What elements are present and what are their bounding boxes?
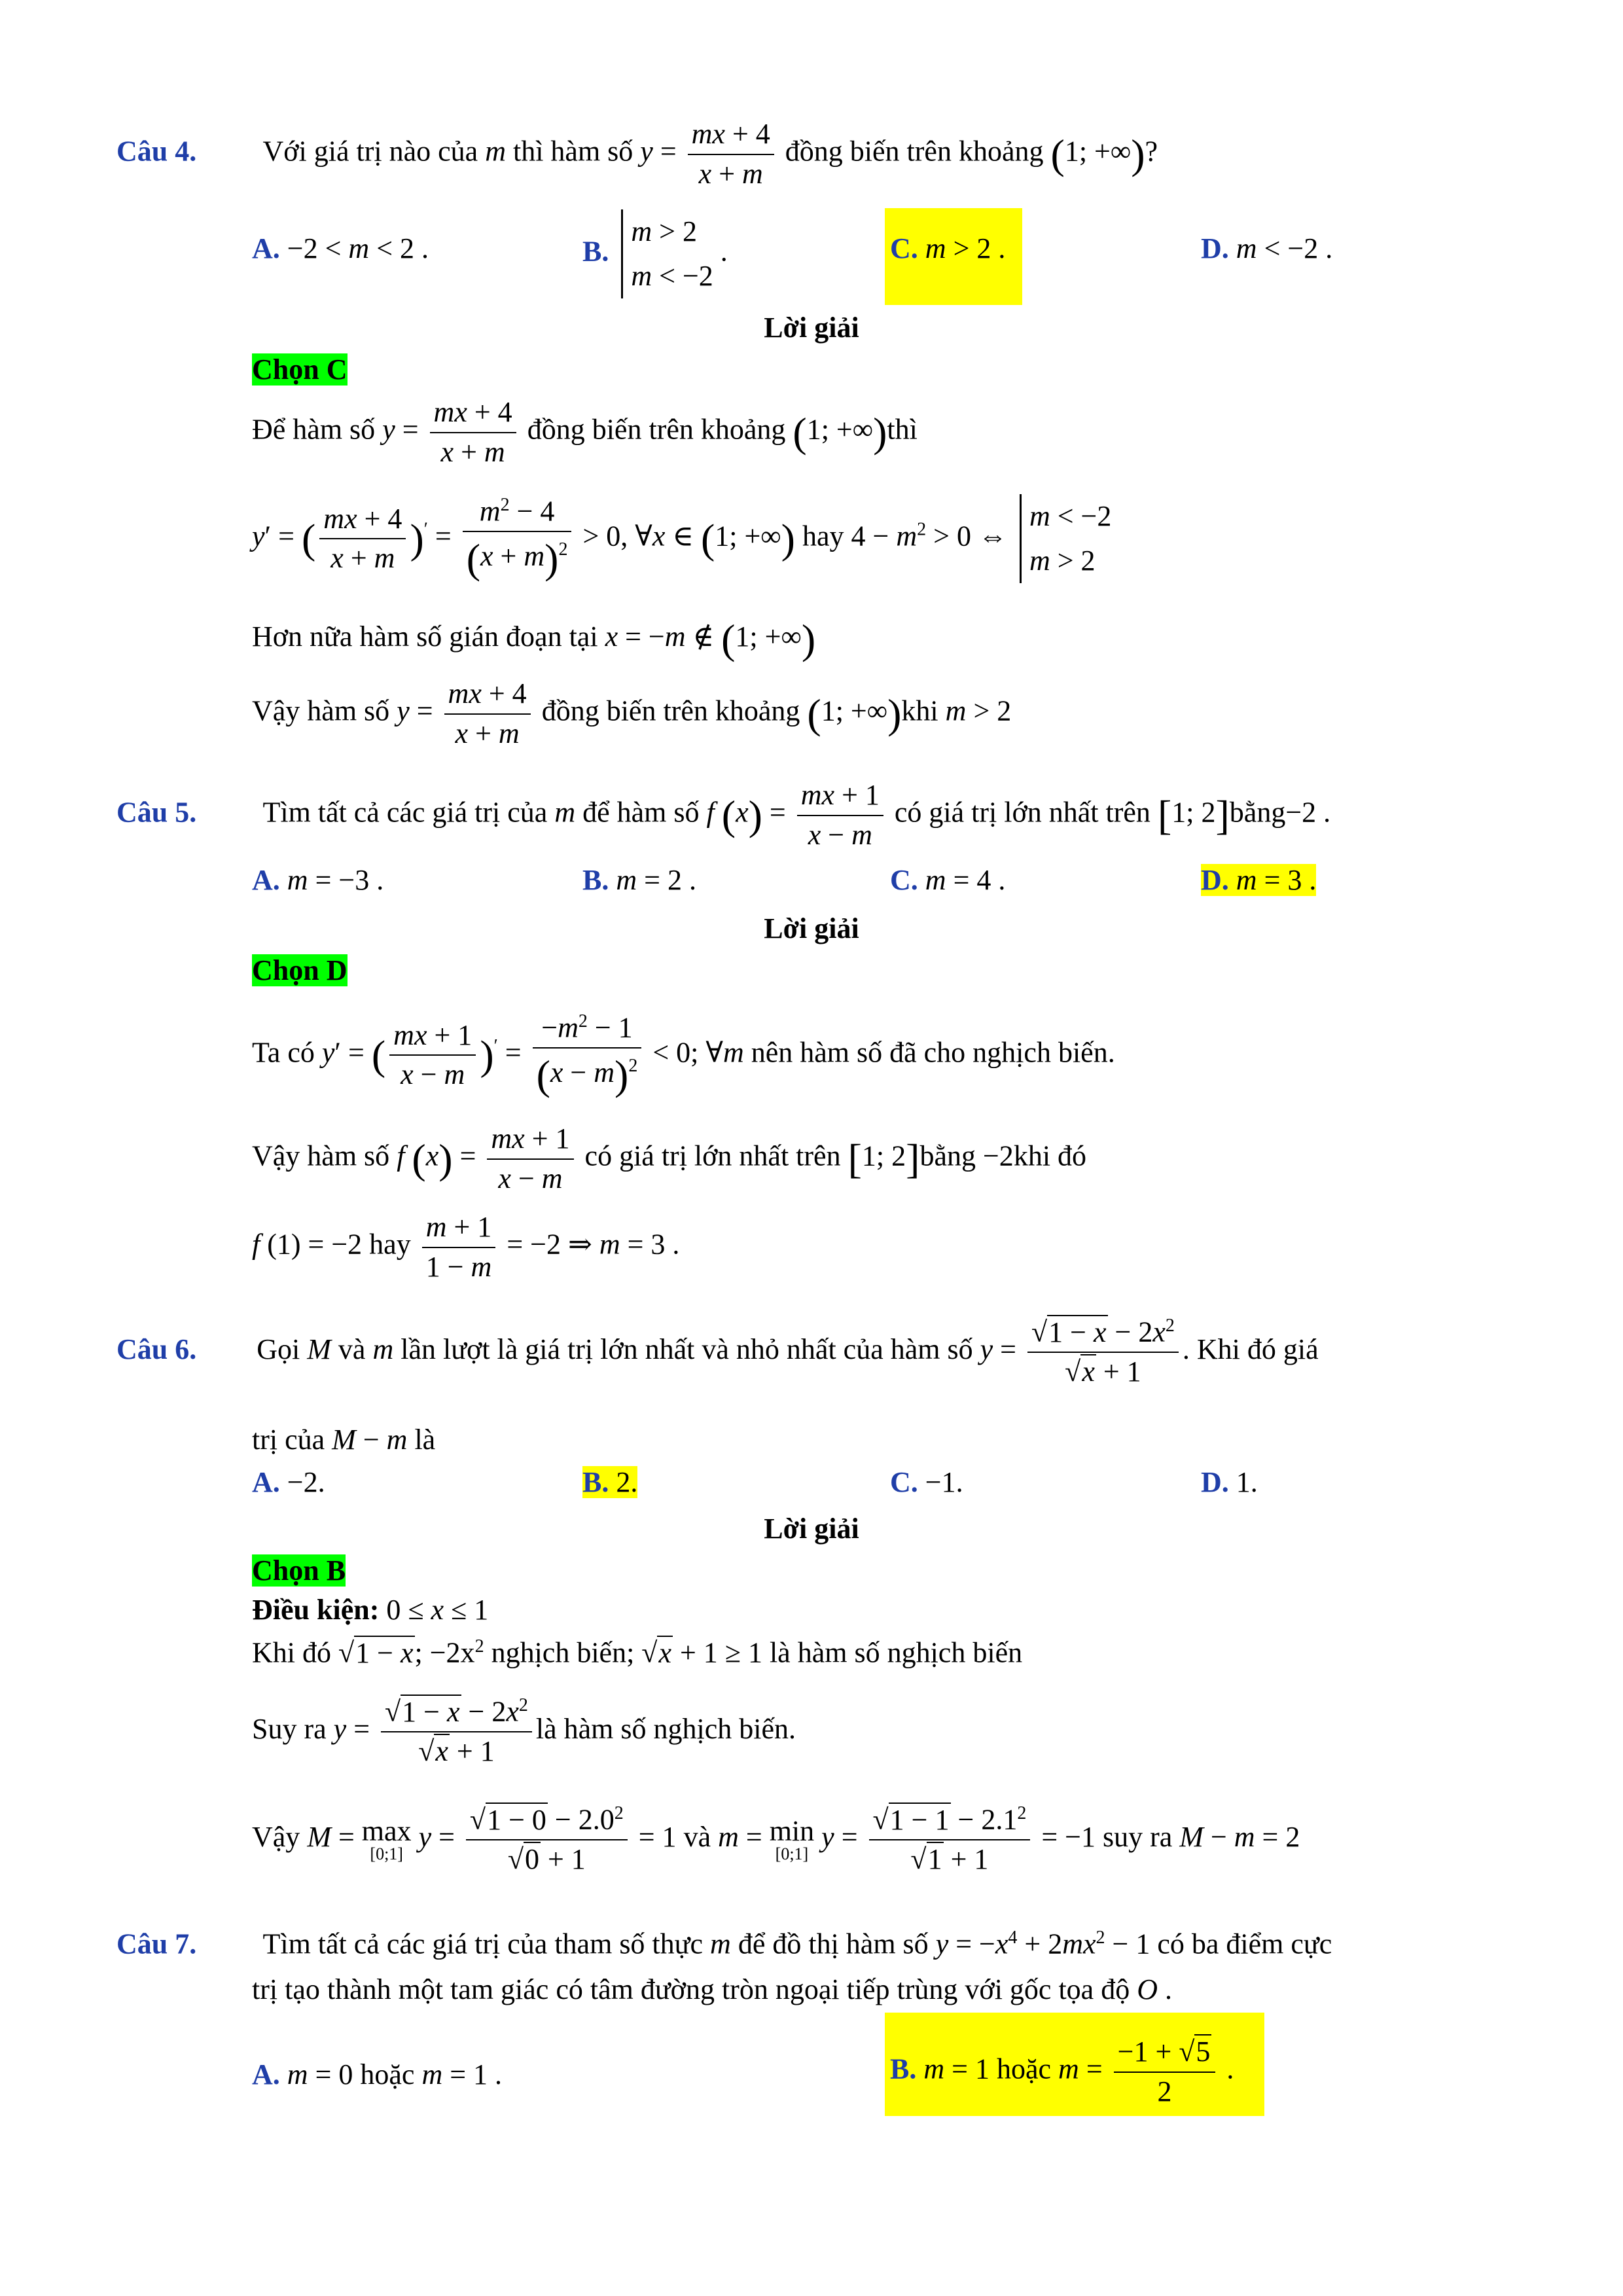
q6-condition: Điều kiện: 0 ≤ x ≤ 1 bbox=[252, 1594, 489, 1626]
q6-option-d: D. 1. bbox=[1201, 1466, 1258, 1498]
q4-label: Câu 4. bbox=[116, 135, 197, 168]
q4-choice: Chọn C bbox=[252, 353, 348, 386]
q4-option-c: C. m > 2 . bbox=[890, 232, 1006, 264]
q6-option-c: C. −1. bbox=[890, 1466, 963, 1498]
q6-sol-line3: Vậy M = max [0;1] y = $\frac{√1 - 0 - 2.0^2}{√0 + 1}$ = 1 và m = min [0;1] y = $\frac{√1 - 1 - 2.1^2}{√1 + 1}$ = −1 suy ra M − m = 2 bbox=[252, 1803, 1300, 1876]
q7-option-b: B. m = 1 hoặc m = $\frac{-1 + √5}{2}$ . bbox=[890, 2036, 1234, 2108]
q4-option-b: B. m > 2 m < −2 . bbox=[582, 209, 728, 298]
q4-option-a: A. −2 < m < 2 . bbox=[252, 232, 429, 264]
q5-option-a: A. m = −3 . bbox=[252, 864, 384, 896]
q4-sol-line1: Để hàm số y = $\frac{mx + 4}{x + m}$ đồng biến trên khoảng (1; +∞)thì bbox=[252, 396, 918, 468]
q4-fraction: $\frac{mx + 4}{x + m}$ bbox=[688, 118, 774, 190]
q7-option-a: A. m = 0 hoặc m = 1 . bbox=[252, 2058, 503, 2090]
q4-sol-line2: y′ = ( $\frac{mx + 4}{x + m}$ )′ = $\frac{m^2 - 4}{(x + m)^2}$ > 0, ∀x ∈ (1; +∞) hay $4 - m^2 > 0$ ⇔ m < −2 m > 2 bbox=[252, 494, 1111, 583]
q7-label: Câu 7. bbox=[116, 1928, 197, 1960]
q5-option-c: C. m = 4 . bbox=[890, 864, 1006, 896]
q4-sol-line4: Vậy hàm số y = $\frac{mx + 4}{x + m}$ đồng biến trên khoảng (1; +∞)khi m > 2 bbox=[252, 677, 1012, 749]
q6-sol-line1: Khi đó √1 − x; $-2x^2$ nghịch biến; √x + 1 ≥ 1 là hàm số nghịch biến bbox=[252, 1636, 1023, 1669]
q4-sol-line3: Hơn nữa hàm số gián đoạn tại x = −m ∉ (1; +∞) bbox=[252, 616, 816, 662]
q5-prompt: Câu 5. Tìm tất cả các giá trị của m để hàm số f (x) = $\frac{mx + 1}{x - m}$ có giá trị lớn nhất trên [1; 2]bằng−2 . bbox=[116, 779, 1331, 851]
q6-sol-line2: Suy ra y = $\frac{√1 - x - 2x^2}{√x + 1}$ là hàm số nghịch biến. bbox=[252, 1695, 796, 1768]
q5-option-b: B. m = 2 . bbox=[582, 864, 696, 896]
q5-sol-line3: f (1) = −2 hay $\frac{m + 1}{1 - m}$ = −2 ⇒ m = 3 . bbox=[252, 1211, 680, 1283]
q6-prompt-2: trị của M − m là bbox=[252, 1424, 436, 1456]
q4-option-d: D. m < −2 . bbox=[1201, 232, 1333, 264]
q6-option-b: B. 2. bbox=[582, 1466, 638, 1498]
q4-prompt: Câu 4. Với giá trị nào của m thì hàm số y = $\frac{mx + 4}{x + m}$ đồng biến trên khoảng (1; +∞)? bbox=[116, 118, 1158, 190]
q4-solution-title: Lời giải bbox=[764, 312, 859, 344]
q5-sol-line1: Ta có y′ = ( $\frac{mx + 1}{x - m}$ )′ = $\frac{-m^2 - 1}{(x - m)^2}$ < 0; ∀m nên hàm số đã cho nghịch biến. bbox=[252, 1011, 1115, 1099]
q6-label: Câu 6. bbox=[116, 1333, 197, 1366]
q5-label: Câu 5. bbox=[116, 796, 197, 829]
q5-sol-line2: Vậy hàm số f (x) = $\frac{mx + 1}{x - m}$ có giá trị lớn nhất trên [1; 2]bằng −2khi đó bbox=[252, 1122, 1087, 1194]
q6-choice: Chọn B bbox=[252, 1554, 346, 1587]
q5-solution-title: Lời giải bbox=[764, 912, 859, 944]
q5-choice: Chọn D bbox=[252, 954, 348, 986]
q6-solution-title: Lời giải bbox=[764, 1513, 859, 1545]
q6-option-a: A. −2. bbox=[252, 1466, 325, 1498]
q7-prompt-1: Câu 7. Tìm tất cả các giá trị của tham số thực m để đồ thị hàm số $y = -x^4 + 2mx^2 - 1$ có ba điểm cực bbox=[116, 1928, 1332, 1960]
q6-prompt-1: Câu 6. Gọi M và m lần lượt là giá trị lớn nhất và nhỏ nhất của hàm số y = $\frac{√1 - x - 2x^2}{√x + 1}$ . Khi đó giá bbox=[116, 1316, 1319, 1388]
q7-prompt-2: trị tạo thành một tam giác có tâm đường tròn ngoại tiếp trùng với gốc tọa độ O . bbox=[252, 1973, 1172, 2005]
q5-option-d: D. m = 3 . bbox=[1201, 864, 1317, 896]
